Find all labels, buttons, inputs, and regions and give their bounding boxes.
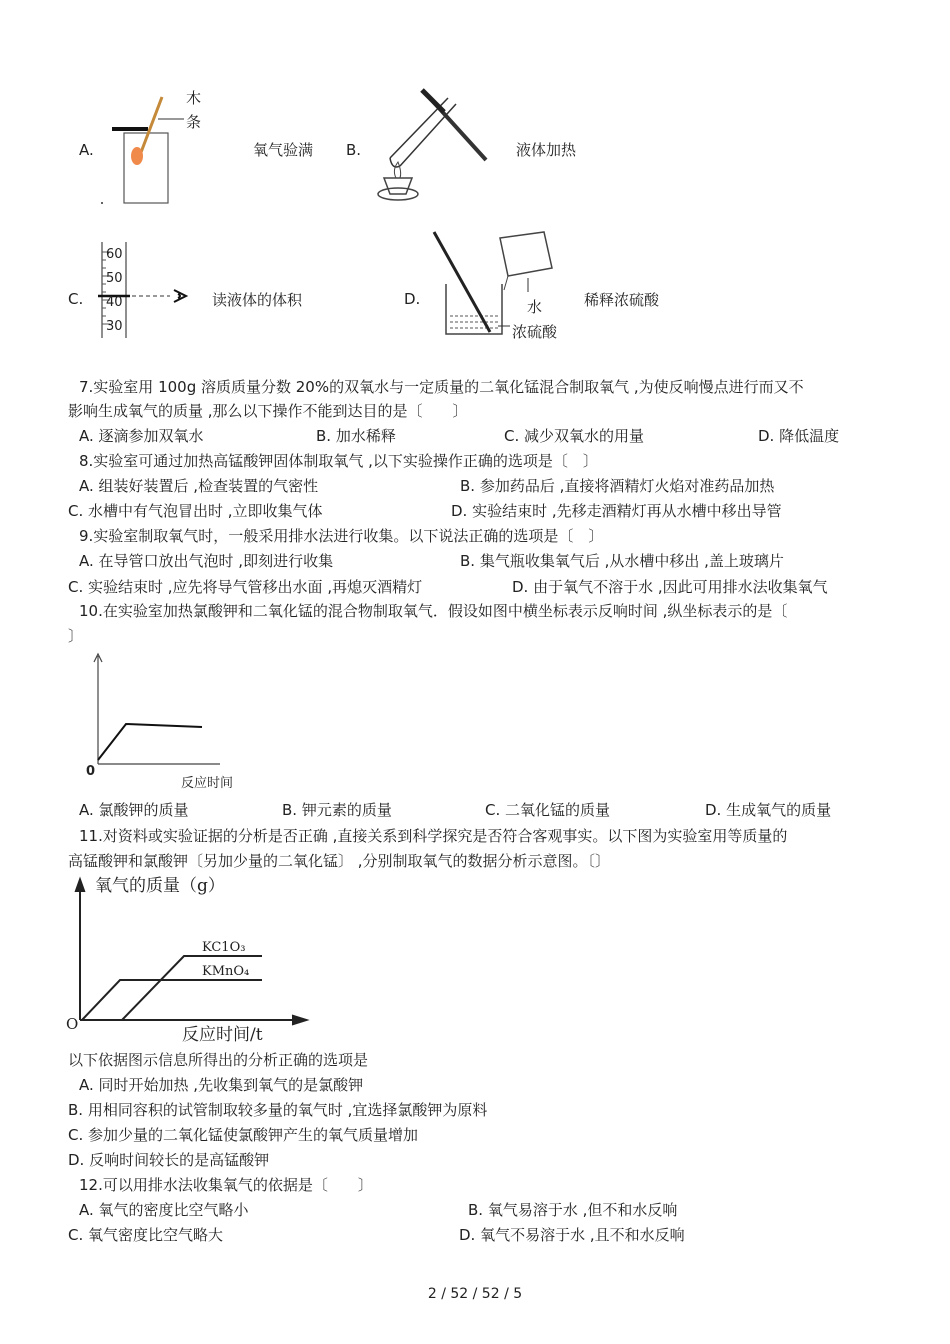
q7-option-b[interactable]: B. 加水稀释 (316, 427, 396, 445)
q9-option-a[interactable]: A. 在导管口放出气泡时 ,即刻进行收集 (79, 552, 334, 570)
tick-50: 50 (106, 271, 123, 286)
stick-label-1: 木 (186, 89, 202, 107)
q11-chart (62, 870, 322, 1050)
q10-stem-line2: 〕 (68, 627, 84, 645)
q10-option-c[interactable]: C. 二氧化锰的质量 (485, 801, 611, 819)
oxygen-full-test-figure (100, 85, 220, 210)
q7-option-a[interactable]: A. 逐滴参加双氧水 (79, 427, 204, 445)
q10-origin: 0 (86, 764, 96, 779)
stick-label-2: 条 (186, 113, 202, 131)
q9-option-b[interactable]: B. 集气瓶收集氧气后 ,从水槽中移出 ,盖上玻璃片 (460, 552, 784, 570)
q11-stem-line2: 高锰酸钾和氯酸钾〔另加少量的二氧化锰〕 ,分别制取氧气的数据分析示意图。〔〕 (68, 852, 611, 870)
q11-option-d[interactable]: D. 反响时间较长的是高锰酸钾 (68, 1151, 270, 1169)
q11-stem-line1: 11.对资料或实验证据的分析是否正确 ,直接关系到科学探究是否符合客观事实。以下图为实验室用等质量的 (79, 827, 788, 845)
option-d-caption: 稀释浓硫酸 (584, 291, 660, 309)
q11-option-b[interactable]: B. 用相同容积的试管制取较多量的氧气时 ,宜选择氯酸钾为原料 (68, 1101, 488, 1119)
q9-option-c[interactable]: C. 实验结束时 ,应先将导气管移出水面 ,再熄灭酒精灯 (68, 578, 423, 596)
alcohol-lamp (384, 178, 412, 194)
q12-option-a[interactable]: A. 氧气的密度比空气略小 (79, 1201, 249, 1219)
q8-option-d[interactable]: D. 实验结束时 ,先移走酒精灯再从水槽中移出导管 (451, 502, 782, 520)
q12-stem: 12.可以用排水法收集氧气的依据是〔 〕 (79, 1176, 373, 1194)
q7-stem-line2: 影响生成氧气的质量 ,那么以下操作不能到达目的是〔 〕 (68, 402, 468, 420)
gas-bottle (124, 133, 168, 203)
q8-option-b[interactable]: B. 参加药品后 ,直接将酒精灯火焰对准药品加热 (460, 477, 775, 495)
option-b-caption: 液体加热 (516, 141, 577, 159)
tick-60: 60 (106, 247, 123, 262)
q8-option-a[interactable]: A. 组装好装置后 ,检查装置的气密性 (79, 477, 319, 495)
option-b-label: B. (346, 141, 362, 159)
q11-x-label: 反应时间/t (182, 1025, 263, 1045)
beaker (446, 284, 502, 334)
wood-stick (140, 97, 162, 155)
q10-option-a[interactable]: A. 氯酸钾的质量 (79, 801, 189, 819)
acid-label: 浓硫酸 (512, 323, 558, 341)
q7-option-c[interactable]: C. 减少双氧水的用量 (504, 427, 645, 445)
q12-option-b[interactable]: B. 氧气易溶于水 ,但不和水反响 (468, 1201, 678, 1219)
q7-option-d[interactable]: D. 降低温度 (758, 427, 840, 445)
q12-option-d[interactable]: D. 氧气不易溶于水 ,且不和水反响 (459, 1226, 685, 1244)
q11-option-a[interactable]: A. 同时开始加热 ,先收集到氧气的是氯酸钾 (79, 1076, 364, 1094)
option-d-label: D. (404, 290, 421, 308)
option-a-label: A. (79, 141, 94, 159)
q12-option-c[interactable]: C. 氧气密度比空气略大 (68, 1226, 224, 1244)
flame (131, 147, 143, 165)
pouring-beaker (500, 232, 552, 276)
q11-origin: O (66, 1015, 79, 1033)
q8-option-c[interactable]: C. 水槽中有气泡冒出时 ,立即收集气体 (68, 502, 323, 520)
option-a-caption: 氧气验满 (253, 141, 314, 159)
q9-stem: 9.实验室制取氧气时，一般采用排水法进行收集。以下说法正确的选项是〔 〕 (79, 527, 604, 545)
q10-stem-line1: 10.在实验室加热氯酸钾和二氧化锰的混合物制取氧气．假设如图中横坐标表示反响时间 ,纵坐标表示的是〔 (79, 602, 788, 620)
q10-curve (98, 724, 202, 760)
option-c-caption: 读液体的体积 (212, 291, 303, 309)
kmno4-line (82, 980, 262, 1020)
q11-series1-label: KC1O₃ (202, 940, 246, 955)
eye-icon (174, 290, 186, 302)
q10-option-b[interactable]: B. 钾元素的质量 (282, 801, 392, 819)
q11-option-c[interactable]: C. 参加少量的二氧化锰使氯酸钾产生的氧气质量增加 (68, 1126, 419, 1144)
tick-30: 30 (106, 319, 123, 334)
q11-y-label: 氧气的质量（g） (95, 876, 225, 896)
q10-option-d[interactable]: D. 生成氧气的质量 (705, 801, 832, 819)
q11-intro: 以下依据图示信息所得出的分析正确的选项是 (68, 1051, 369, 1069)
q8-stem: 8.实验室可通过加热高锰酸钾固体制取氧气 ,以下实验操作正确的选项是〔 〕 (79, 452, 598, 470)
q10-x-label: 反应时间 (181, 776, 234, 791)
option-c-label: C. (68, 290, 84, 308)
glass-rod (434, 232, 490, 332)
water-label: 水 (527, 298, 543, 316)
q11-series2-label: KMnO₄ (202, 964, 250, 979)
tick-40: 40 (106, 295, 123, 310)
liquid-heating-figure (368, 82, 493, 207)
q7-stem-line1: 7.实验室用 100g 溶质质量分数 20%的双氧水与一定质量的二氧化锰混合制取氧气 ,为使反响慢点进行而又不 (79, 378, 804, 396)
q9-option-d[interactable]: D. 由于氧气不溶于水 ,因此可用排水法收集氧气 (512, 578, 828, 596)
page-number: 2 / 52 / 52 / 5 (427, 1286, 523, 1302)
